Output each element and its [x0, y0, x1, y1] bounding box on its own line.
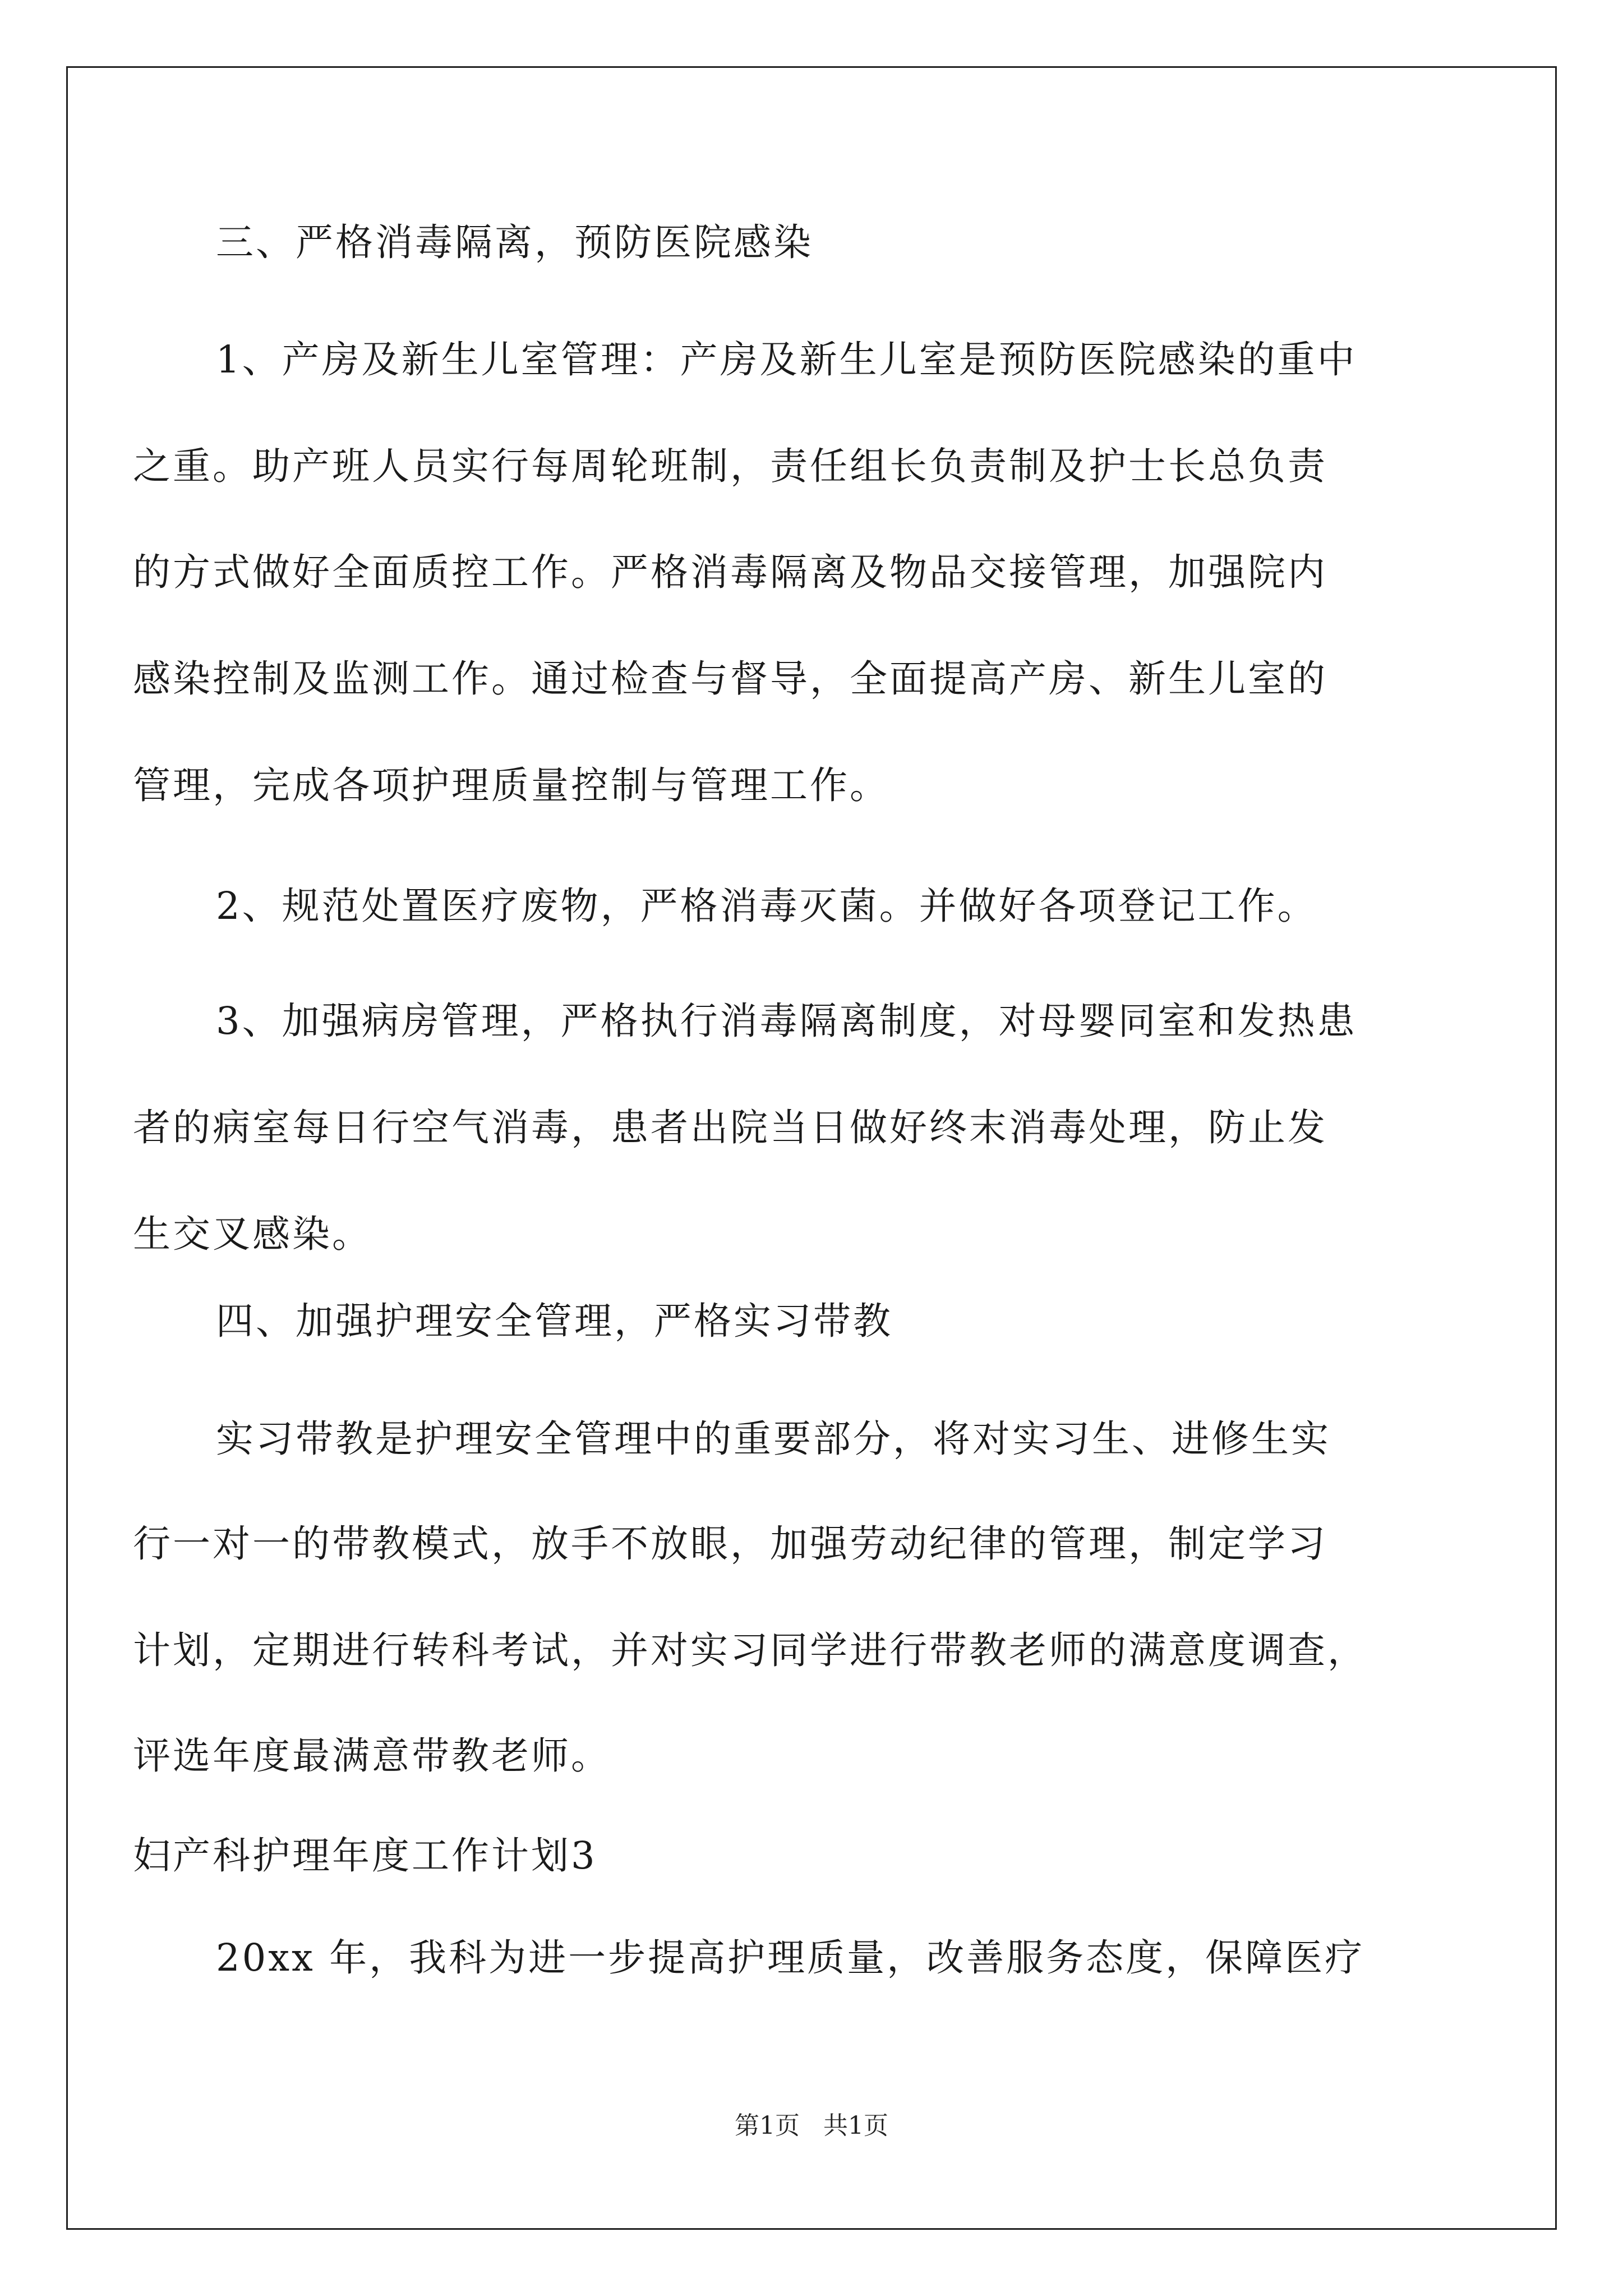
paragraph-line: 者的病室每日行空气消毒，患者出院当日做好终末消毒处理，防止发 [133, 1106, 1327, 1149]
paragraph-line: 之重。助产班人员实行每周轮班制，责任组长负责制及护士长总负责 [133, 444, 1327, 488]
paragraph-line: 管理，完成各项护理质量控制与管理工作。 [133, 763, 889, 807]
paragraph-line: 评选年度最满意带教老师。 [133, 1734, 611, 1778]
paragraph-line: 20xx 年，我科为进一步提高护理质量，改善服务态度，保障医疗 [216, 1936, 1365, 1980]
section-heading: 四、加强护理安全管理，严格实习带教 [216, 1299, 893, 1343]
section-heading: 三、严格消毒隔离，预防医院感染 [216, 220, 813, 264]
page-number: 第1页 [735, 2111, 800, 2140]
paragraph-line: 3、加强病房管理，严格执行消毒隔离制度，对母婴同室和发热患 [216, 999, 1357, 1043]
document-title: 妇产科护理年度工作计划3 [133, 1834, 597, 1878]
paragraph-line: 1、产房及新生儿室管理：产房及新生儿室是预防医院感染的重中 [216, 338, 1357, 381]
paragraph-line: 感染控制及监测工作。通过检查与督导，全面提高产房、新生儿室的 [133, 657, 1327, 701]
paragraph-line: 的方式做好全面质控工作。严格消毒隔离及物品交接管理，加强院内 [133, 550, 1327, 594]
paragraph-line: 实习带教是护理安全管理中的重要部分，将对实习生、进修生实 [216, 1417, 1331, 1461]
paragraph-line: 计划，定期进行转科考试，并对实习同学进行带教老师的满意度调查， [133, 1628, 1367, 1672]
page-footer [0, 2109, 1623, 2143]
paragraph-line: 生交叉感染。 [133, 1212, 372, 1256]
page-total: 共1页 [823, 2111, 888, 2140]
paragraph-line: 2、规范处置医疗废物，严格消毒灭菌。并做好各项登记工作。 [216, 884, 1317, 928]
paragraph-line: 行一对一的带教模式，放手不放眼，加强劳动纪律的管理，制定学习 [133, 1522, 1327, 1566]
